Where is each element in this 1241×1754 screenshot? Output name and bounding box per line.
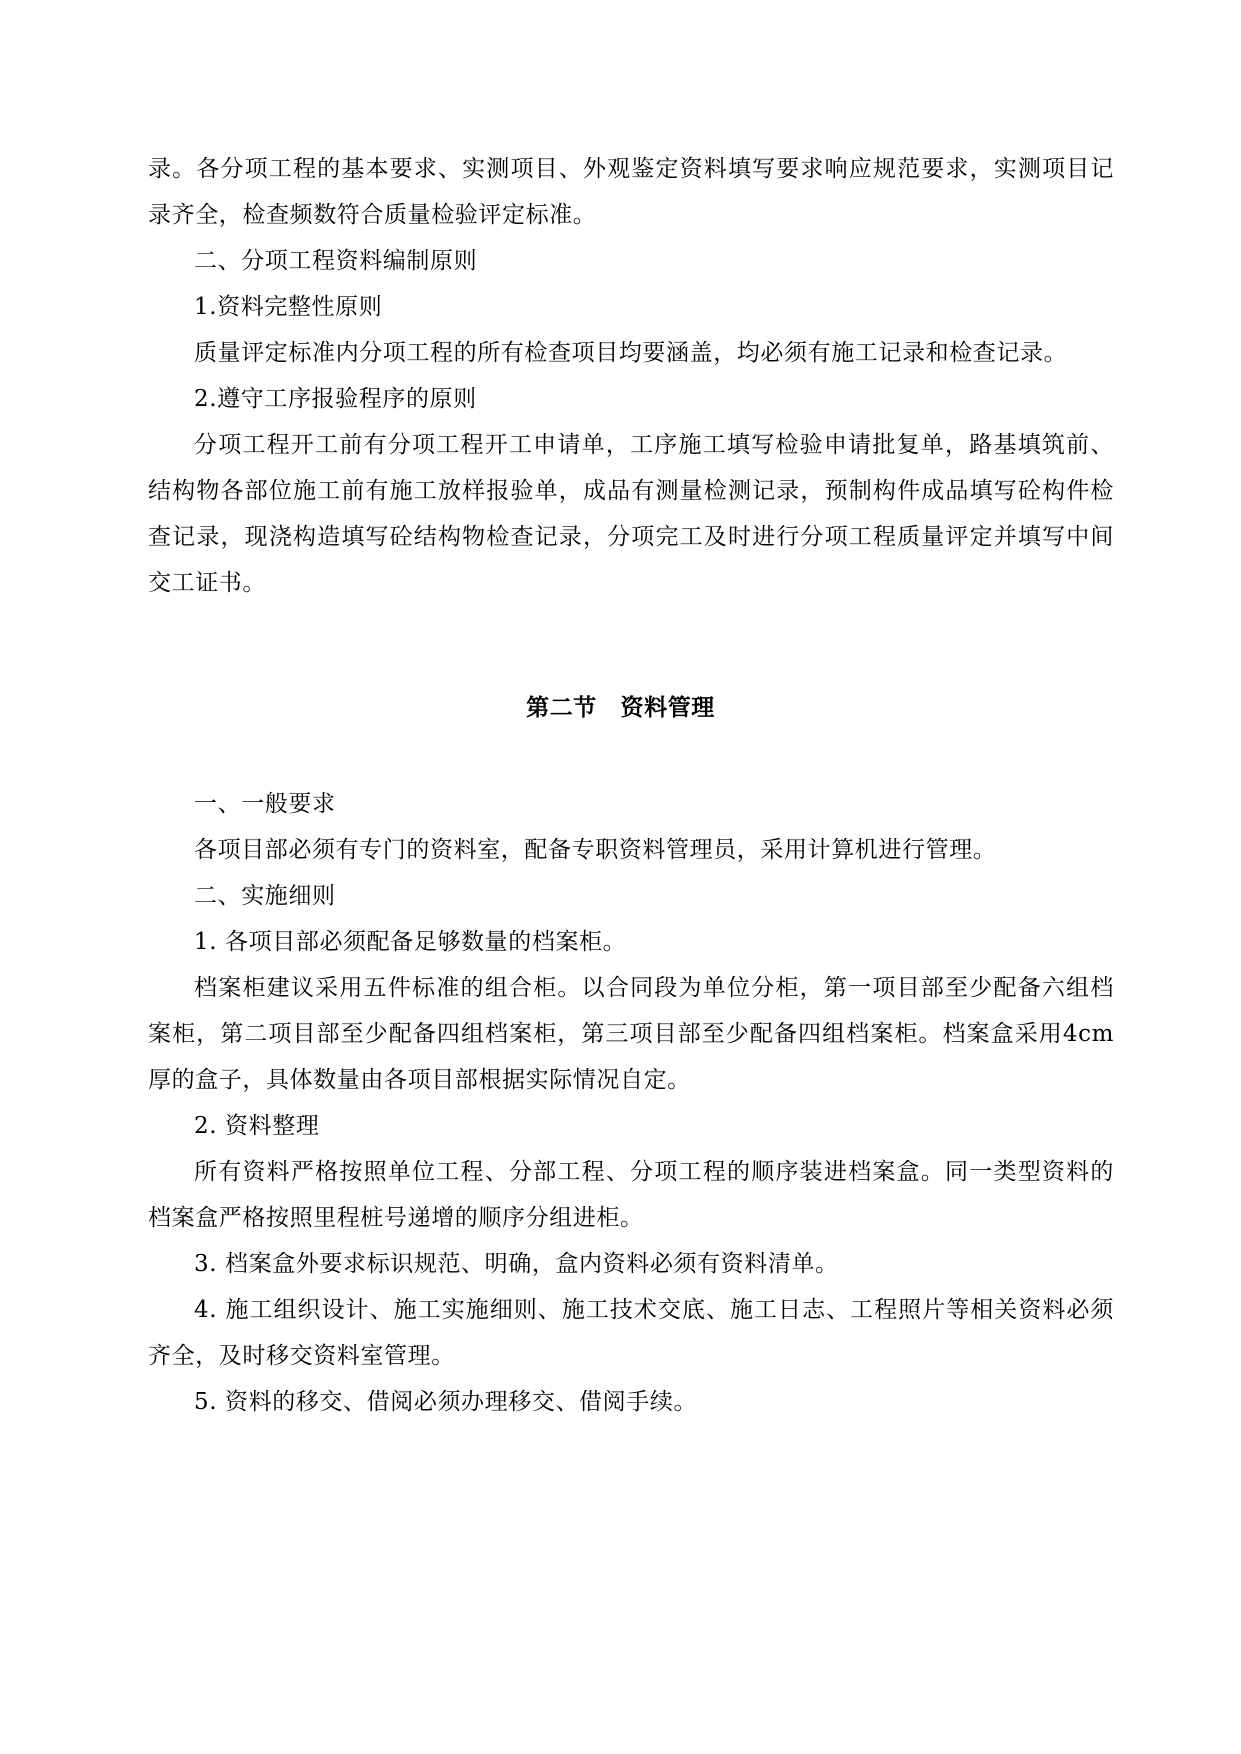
paragraph-completeness: 质量评定标准内分项工程的所有检查项目均要涵盖，均必须有施工记录和检查记录。 <box>194 340 1068 366</box>
list-item-5: 5. 资料的移交、借阅必须办理移交、借阅手续。 <box>194 1389 698 1415</box>
heading-general-requirements: 一、一般要求 <box>194 791 336 817</box>
paragraph-archive-cabinets: 档案柜建议采用五件标准的组合柜。以合同段为单位分柜，第一项目部至少配备六组档案柜，第二项目部至少配备四组档案柜，第三项目部至少配备四组档案柜。档案盒采用4cm厚的盒子，具体数量由各项目部根据实际情况自定。 <box>148 975 1114 1093</box>
list-item-4: 4. 施工组织设计、施工实施细则、施工技术交底、施工日志、工程照片等相关资料必须齐全，及时移交资料室管理。 <box>148 1297 1114 1369</box>
paragraph-document-arrangement: 所有资料严格按照单位工程、分部工程、分项工程的顺序装进档案盒。同一类型资料的档案盒严格按照里程桩号递增的顺序分组进柜。 <box>148 1159 1114 1231</box>
subheading-inspection-procedure: 2.遵守工序报验程序的原则 <box>194 386 477 412</box>
list-item-3: 3. 档案盒外要求标识规范、明确，盒内资料必须有资料清单。 <box>194 1251 839 1277</box>
paragraph-general-requirements: 各项目部必须有专门的资料室，配备专职资料管理员，采用计算机进行管理。 <box>194 837 997 863</box>
list-item-2: 2. 资料整理 <box>194 1113 320 1139</box>
heading-compilation-principles: 二、分项工程资料编制原则 <box>194 248 478 274</box>
subheading-completeness-principle: 1.资料完整性原则 <box>194 294 383 320</box>
heading-implementation-details: 二、实施细则 <box>194 883 336 909</box>
section-title: 第二节 资料管理 <box>526 694 715 721</box>
list-item-1: 1. 各项目部必须配备足够数量的档案柜。 <box>194 929 627 955</box>
section-one-body <box>148 146 1114 606</box>
continued-paragraph: 录。各分项工程的基本要求、实测项目、外观鉴定资料填写要求响应规范要求，实测项目记录齐全，检查频数符合质量检验评定标准。 <box>148 156 1114 228</box>
paragraph-inspection-procedure: 分项工程开工前有分项工程开工申请单，工序施工填写检验申请批复单，路基填筑前、结构物各部位施工前有施工放样报验单，成品有测量检测记录，预制构件成品填写砼构件检查记录，现浇构造填写砼结构物检查记录，分项完工及时进行分项工程质量评定并填写中间交工证书。 <box>148 432 1114 596</box>
section-two-body <box>148 781 1114 1425</box>
